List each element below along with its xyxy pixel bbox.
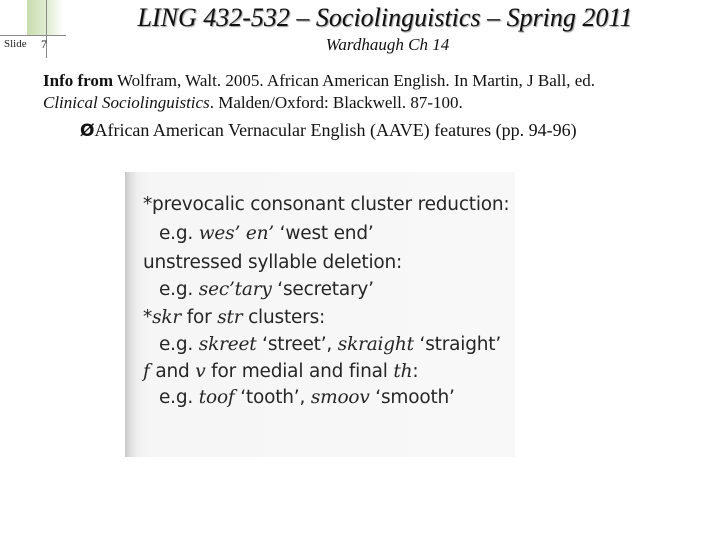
citation <box>43 70 713 114</box>
slide-title: LING 432-532 – Sociolinguistics – Spring 2011 <box>137 3 633 32</box>
scan-line-4: e.g. sec’tary ‘secretary’ <box>159 279 374 300</box>
slide-label: Slide <box>4 38 27 50</box>
arrow-bullet-icon: Ø <box>80 121 95 141</box>
scan-line-8: e.g. toof ‘tooth’, smoov ‘smooth’ <box>159 387 455 408</box>
scan-line-3: unstressed syllable deletion: <box>143 252 403 273</box>
bullet-text: African American Vernacular English (AAVE) features (pp. 94-96) <box>94 120 577 140</box>
bullet-item <box>80 120 577 141</box>
scan-line-1: *prevocalic consonant cluster reduction: <box>143 194 510 215</box>
citation-book-title: Clinical Sociolinguistics <box>43 93 210 112</box>
citation-line2: . Malden/Oxford: Blackwell. 87-100. <box>209 93 463 112</box>
citation-lead: Info from <box>43 71 114 90</box>
slide-number: 7 <box>41 37 47 51</box>
citation-line1: Wolfram, Walt. 2005. African American English. In Martin, J Ball, ed. <box>113 71 596 90</box>
scan-line-5: *skr for str clusters: <box>143 307 326 328</box>
slide-subtitle: Wardhaugh Ch 14 <box>325 35 450 54</box>
scan-line-2: e.g. wes’ en’ ‘west end’ <box>159 223 374 244</box>
scan-line-6: e.g. skreet ‘street’, skraight ‘straight’ <box>159 334 502 355</box>
scanned-excerpt-image <box>125 172 515 457</box>
scan-line-7: f and v for medial and final th: <box>143 361 419 382</box>
